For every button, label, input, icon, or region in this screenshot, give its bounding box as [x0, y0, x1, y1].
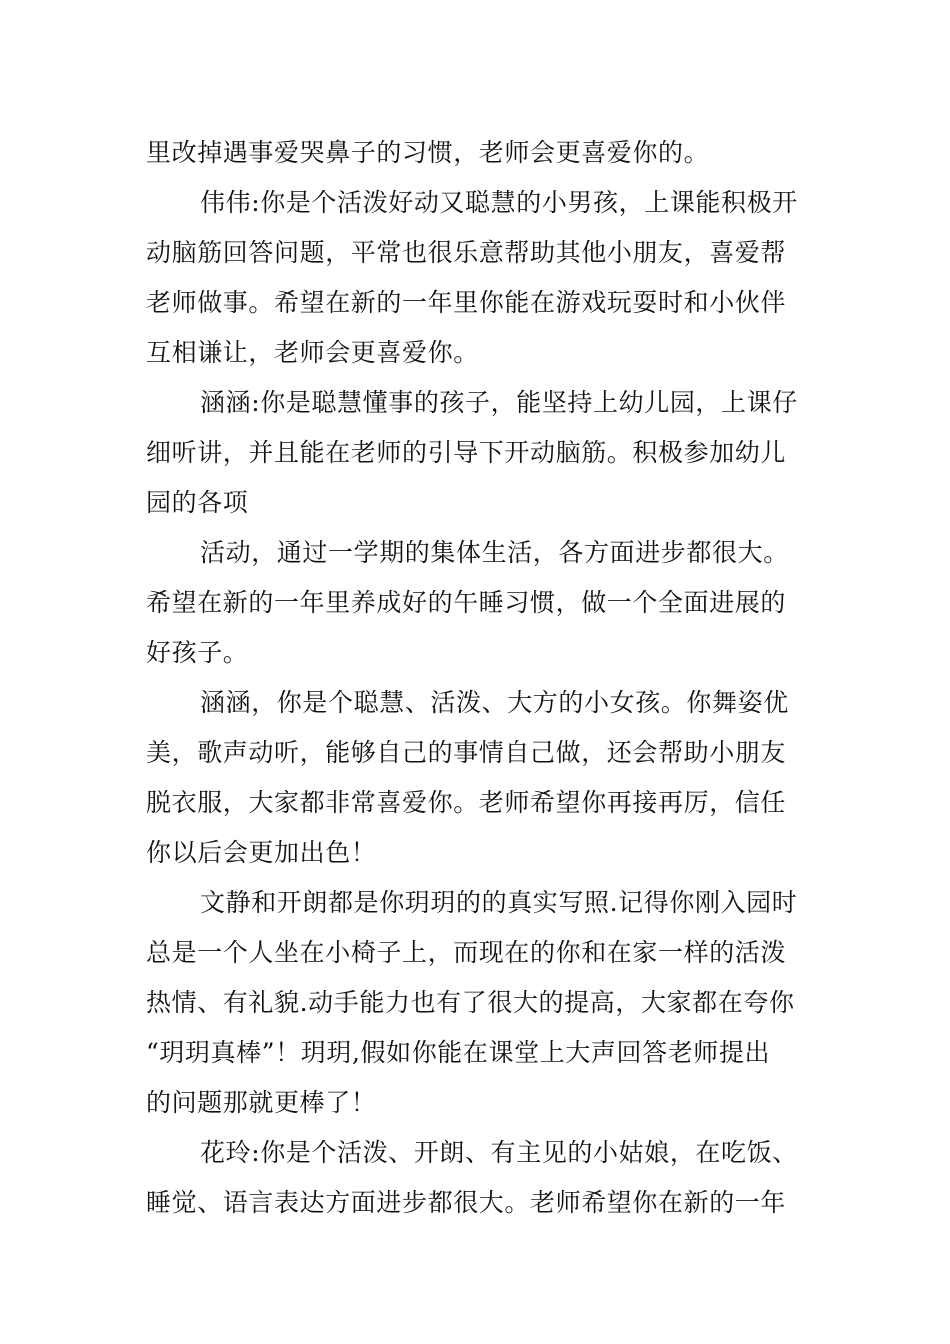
text-line: 脱衣服，大家都非常喜爱你。老师希望你再接再厉，信任 — [146, 788, 787, 817]
text-line: 的问题那就更棒了！ — [146, 1088, 377, 1117]
text-line: 美，歌声动听，能够自己的事情自己做，还会帮助小朋友 — [146, 738, 787, 767]
paragraph-start-yueyue: 文静和开朗都是你玥玥的的真实写照.记得你刚入园时 — [200, 888, 798, 917]
text-line: 里改掉遇事爱哭鼻子的习惯，老师会更喜爱你的。 — [146, 138, 710, 167]
text-line: 你以后会更加出色！ — [146, 838, 377, 867]
paragraph-start-weiwei: 伟伟:你是个活泼好动又聪慧的小男孩，上课能积极开 — [200, 188, 798, 217]
text-line: 互相谦让，老师会更喜爱你。 — [146, 338, 479, 367]
paragraph-start-hualing: 花玲:你是个活泼、开朗、有主见的小姑娘，在吃饭、 — [200, 1138, 798, 1167]
text-line: 希望在新的一年里养成好的午睡习惯，做一个全面进展的 — [146, 588, 787, 617]
text-line: 热情、有礼貌.动手能力也有了很大的提高，大家都在夸你 — [146, 988, 795, 1017]
text-line: 动脑筋回答问题，平常也很乐意帮助其他小朋友，喜爱帮 — [146, 238, 787, 267]
document-body — [146, 128, 806, 1228]
text-line: 睡觉、语言表达方面进步都很大。老师希望你在新的一年 — [146, 1188, 787, 1217]
paragraph-start-activities: 活动，通过一学期的集体生活，各方面进步都很大。 — [200, 538, 789, 567]
paragraph-start-hanhan-2: 涵涵，你是个聪慧、活泼、大方的小女孩。你舞姿优 — [200, 688, 789, 717]
text-line: 老师做事。希望在新的一年里你能在游戏玩耍时和小伙伴 — [146, 288, 787, 317]
text-line: 园的各项 — [146, 488, 249, 517]
text-line: 总是一个人坐在小椅子上，而现在的你和在家一样的活泼 — [146, 938, 787, 967]
text-line: 细听讲，并且能在老师的引导下开动脑筋。积极参加幼儿 — [146, 438, 787, 467]
paragraph-start-hanhan: 涵涵:你是聪慧懂事的孩子，能坚持上幼儿园，上课仔 — [200, 388, 798, 417]
text-line: 好孩子。 — [146, 638, 249, 667]
text-line: “玥玥真棒”！玥玥,假如你能在课堂上大声回答老师提出 — [146, 1038, 771, 1067]
